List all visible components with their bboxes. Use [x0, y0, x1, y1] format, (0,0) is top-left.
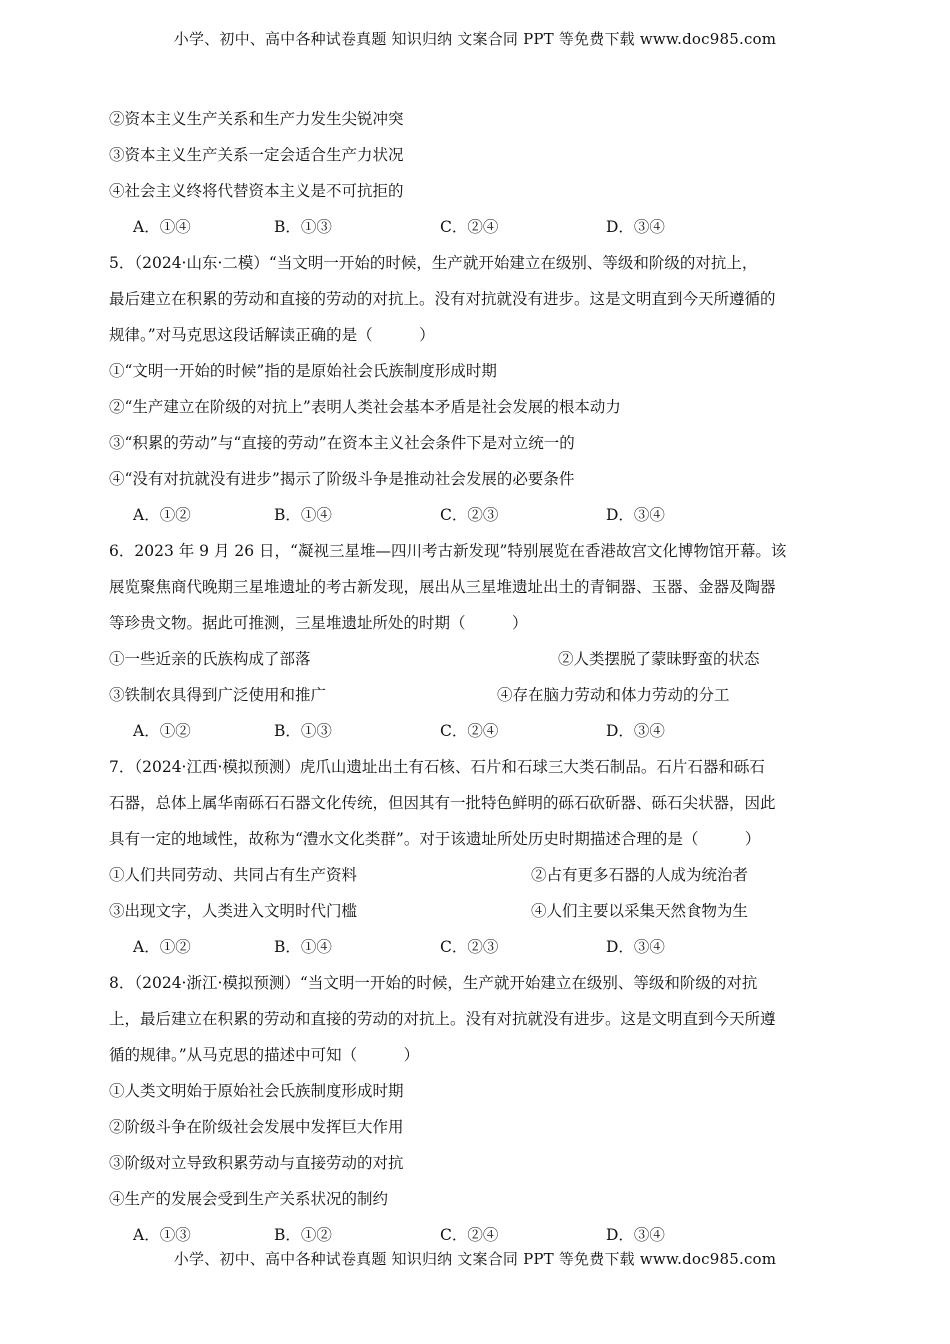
q5-option-b[interactable]: B．①④ — [274, 506, 332, 524]
q7-stem-line-1: 7．（2024·江西·模拟预测）虎爪山遗址出土有石核、石片和石球三大类石制品。石片石器和砾石 — [109, 758, 765, 776]
q8-item-2: ②阶级斗争在阶级社会发展中发挥巨大作用 — [109, 1118, 404, 1136]
q6-option-b[interactable]: B．①③ — [274, 722, 332, 740]
q6-item-4: ④存在脑力劳动和体力劳动的分工 — [497, 686, 730, 704]
q6-option-c[interactable]: C．②④ — [440, 722, 499, 740]
q5-option-d[interactable]: D．③④ — [606, 506, 665, 524]
q5-stem-line-2: 最后建立在积累的劳动和直接的劳动的对抗上。没有对抗就没有进步。这是文明直到今天所遵循的 — [109, 290, 776, 308]
q6-options — [109, 713, 844, 749]
q8-stem-line-1: 8．（2024·浙江·模拟预测）“当文明一开始的时候，生产就开始建立在级别、等级和阶级的对抗 — [109, 974, 758, 992]
q4-option-a[interactable]: A．①④ — [133, 218, 191, 236]
q6-item-3: ③铁制农具得到广泛使用和推广 — [109, 686, 327, 704]
q4-option-b[interactable]: B．①③ — [274, 218, 332, 236]
q8-option-a[interactable]: A．①③ — [133, 1226, 191, 1244]
q6-item-1: ①一些近亲的氏族构成了部落 — [109, 650, 311, 668]
q4-item-3: ③资本主义生产关系一定会适合生产力状况 — [109, 146, 404, 164]
q5-option-a[interactable]: A．①② — [133, 506, 191, 524]
q7-option-a[interactable]: A．①② — [133, 938, 191, 956]
q7-item-1: ①人们共同劳动、共同占有生产资料 — [109, 866, 358, 884]
question-body — [109, 101, 844, 1253]
q8-item-4: ④生产的发展会受到生产关系状况的制约 — [109, 1190, 389, 1208]
q5-item-3: ③“积累的劳动”与“直接的劳动”在资本主义社会条件下是对立统一的 — [109, 434, 575, 452]
q5-item-4: ④“没有对抗就没有进步”揭示了阶级斗争是推动社会发展的必要条件 — [109, 470, 575, 488]
q6-items-row-2 — [109, 677, 844, 713]
q7-items-row-1 — [109, 857, 844, 893]
q7-stem-line-3: 具有一定的地域性，故称为“澧水文化类群”。对于该遗址所处历史时期描述合理的是（ ） — [109, 830, 761, 848]
q8-stem-line-3: 循的规律。”从马克思的描述中可知（ ） — [109, 1046, 420, 1064]
q4-item-4: ④社会主义终将代替资本主义是不可抗拒的 — [109, 182, 404, 200]
q7-item-2: ②占有更多石器的人成为统治者 — [531, 866, 749, 884]
q5-stem-line-3: 规律。”对马克思这段话解读正确的是（ ） — [109, 326, 435, 344]
q7-items-row-2 — [109, 893, 844, 929]
q4-item-2: ②资本主义生产关系和生产力发生尖锐冲突 — [109, 110, 404, 128]
q8-option-d[interactable]: D．③④ — [606, 1226, 665, 1244]
q8-item-3: ③阶级对立导致积累劳动与直接劳动的对抗 — [109, 1154, 404, 1172]
q8-option-c[interactable]: C．②④ — [440, 1226, 499, 1244]
q7-options — [109, 929, 844, 965]
q5-options — [109, 497, 844, 533]
q5-item-2: ②“生产建立在阶级的对抗上”表明人类社会基本矛盾是社会发展的根本动力 — [109, 398, 621, 416]
q8-stem-line-2: 上，最后建立在积累的劳动和直接的劳动的对抗上。没有对抗就没有进步。这是文明直到今天所遵 — [109, 1010, 776, 1028]
q6-stem-line-3: 等珍贵文物。据此可推测，三星堆遗址所处的时期（ ） — [109, 614, 528, 632]
q7-option-b[interactable]: B．①④ — [274, 938, 332, 956]
q7-item-3: ③出现文字，人类进入文明时代门槛 — [109, 902, 358, 920]
q8-item-1: ①人类文明始于原始社会氏族制度形成时期 — [109, 1082, 404, 1100]
q7-item-4: ④人们主要以采集天然食物为生 — [531, 902, 749, 920]
page-footer: 小学、初中、高中各种试卷真题 知识归纳 文案合同 PPT 等免费下载 www.doc985.com — [173, 1250, 777, 1268]
q5-option-c[interactable]: C．②③ — [440, 506, 499, 524]
q6-option-d[interactable]: D．③④ — [606, 722, 665, 740]
q4-option-c[interactable]: C．②④ — [440, 218, 499, 236]
q6-items-row-1 — [109, 641, 844, 677]
q7-option-c[interactable]: C．②③ — [440, 938, 499, 956]
q5-item-1: ①“文明一开始的时候”指的是原始社会氏族制度形成时期 — [109, 362, 497, 380]
page-header: 小学、初中、高中各种试卷真题 知识归纳 文案合同 PPT 等免费下载 www.doc985.com — [173, 30, 777, 48]
q6-stem-line-2: 展览聚焦商代晚期三星堆遗址的考古新发现，展出从三星堆遗址出土的青铜器、玉器、金器及陶器 — [109, 578, 776, 596]
q4-option-d[interactable]: D．③④ — [606, 218, 665, 236]
q5-stem-line-1: 5．（2024·山东·二模）“当文明一开始的时候，生产就开始建立在级别、等级和阶级的对抗上， — [109, 254, 758, 272]
q6-stem-line-1: 6．2023 年 9 月 26 日，“凝视三星堆—四川考古新发现”特别展览在香港故宫文化博物馆开幕。该 — [109, 542, 787, 560]
q7-option-d[interactable]: D．③④ — [606, 938, 665, 956]
q6-item-2: ②人类摆脱了蒙昧野蛮的状态 — [558, 650, 760, 668]
q6-option-a[interactable]: A．①② — [133, 722, 191, 740]
q7-stem-line-2: 石器，总体上属华南砾石石器文化传统，但因其有一批特色鲜明的砾石砍斫器、砾石尖状器，因此 — [109, 794, 776, 812]
q8-option-b[interactable]: B．①② — [274, 1226, 332, 1244]
q4-options — [109, 209, 844, 245]
